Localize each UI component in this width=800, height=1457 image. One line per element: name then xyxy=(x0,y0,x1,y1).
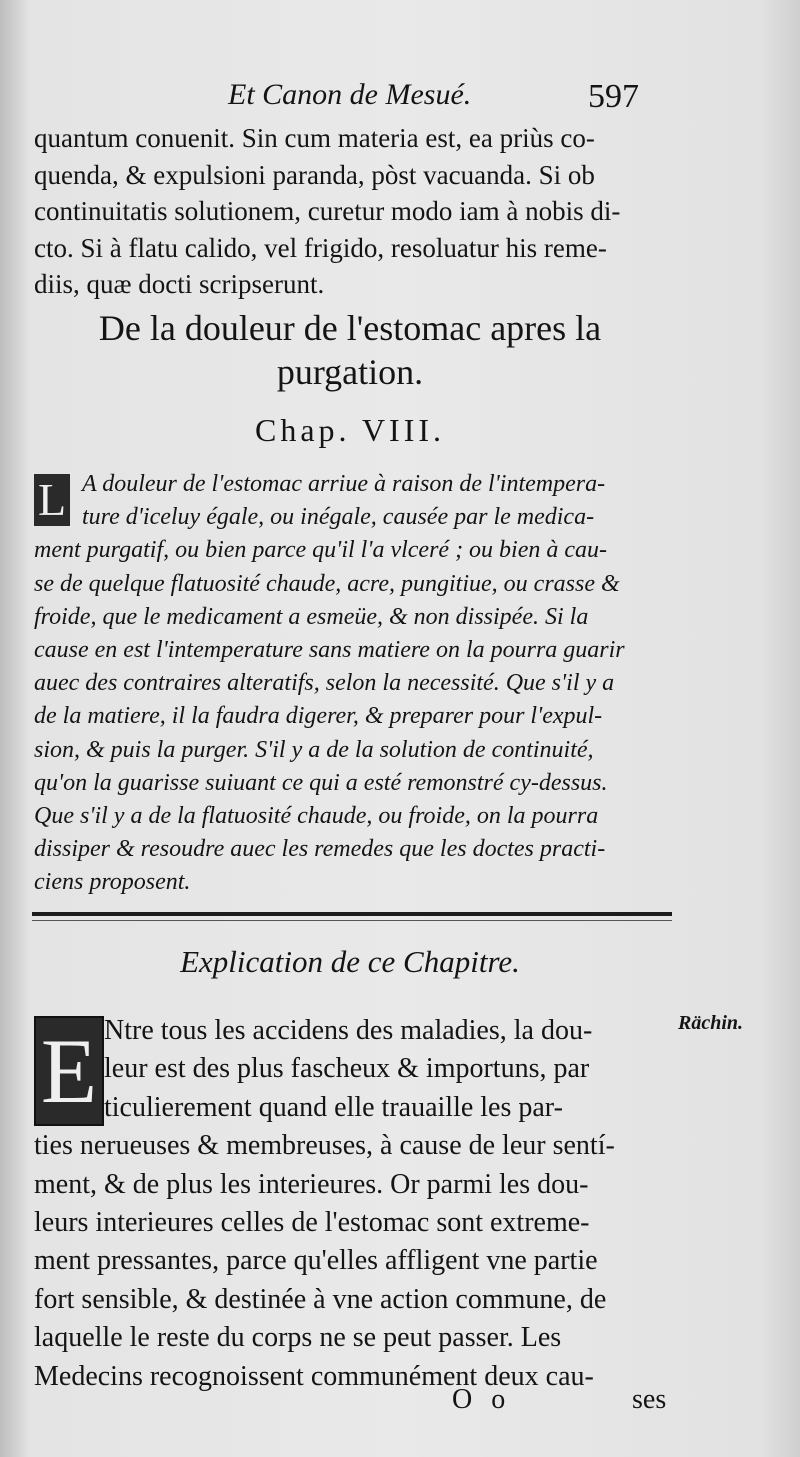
text-line: ment pressantes, parce qu'elles affligent vne partie xyxy=(34,1245,598,1277)
text-line: auec des contraires alteratifs, selon la necessité. Que s'il y a xyxy=(34,670,615,697)
ornamental-rule xyxy=(32,912,672,916)
ornamental-rule-thin xyxy=(32,920,672,921)
text-line: ment purgatif, ou bien parce qu'il l'a vlceré ; ou bien à cau- xyxy=(34,537,608,564)
text-line: ticulierement quand elle trauaille les par- xyxy=(104,1091,563,1123)
text-line: diis, quæ docti scripserunt. xyxy=(34,269,325,299)
explanation-title: Explication de ce Chapitre. xyxy=(180,944,520,979)
text-line: ture d'iceluy égale, ou inégale, causée par le medica- xyxy=(82,504,595,531)
text-line: continuitatis solutionem, curetur modo iam à nobis di- xyxy=(34,196,621,226)
signature-mark: O o xyxy=(452,1384,512,1415)
catchword: ses xyxy=(632,1384,667,1415)
text-line: fort sensible, & destinée à vne action commune, de xyxy=(34,1283,607,1315)
ornamental-initial-e: E xyxy=(34,1016,104,1126)
text-line: de la matiere, il la faudra digerer, & preparer pour l'expul- xyxy=(34,703,603,730)
text-line: sion, & puis la purger. S'il y a de la solution de continuité, xyxy=(34,736,594,763)
text-line: leur est des plus fascheux & importuns, par xyxy=(104,1053,590,1085)
ornamental-initial-l: L xyxy=(34,474,70,526)
text-line: laquelle le reste du corps ne se peut passer. Les xyxy=(34,1322,562,1354)
explanation-paragraph xyxy=(34,1012,670,1396)
text-line: ties nerueuses & membreuses, à cause de leur sentí- xyxy=(34,1130,615,1162)
text-line: A douleur de l'estomac arriue à raison de l'intempera- xyxy=(82,471,606,497)
text-line: dissiper & resoudre auec les remedes que les doctes practi- xyxy=(34,836,606,863)
latin-paragraph xyxy=(34,120,670,303)
text-line: Medecins recognoissent communément deux cau- xyxy=(34,1360,594,1392)
text-line: qu'on la guarisse suiuant ce qui a esté remonstré cy-dessus. xyxy=(34,769,608,796)
french-paragraph xyxy=(34,468,670,900)
text-line: ment, & de plus les interieures. Or parmi les dou- xyxy=(34,1168,589,1200)
section-title-line-1: De la douleur de l'estomac apres la xyxy=(98,308,602,348)
text-line: ciens proposent. xyxy=(34,869,191,896)
text-line: quantum conuenit. Sin cum materia est, ea priùs co- xyxy=(34,123,595,153)
text-line: leurs interieures celles de l'estomac sont extreme- xyxy=(34,1207,590,1239)
section-title-line-2: purgation. xyxy=(276,352,424,392)
text-line: Que s'il y a de la flatuosité chaude, ou froide, on la pourra xyxy=(34,803,599,830)
page-number: 597 xyxy=(588,78,639,115)
text-line: cause en est l'intemperature sans matiere on la pourra guarir xyxy=(34,637,625,664)
running-head: Et Canon de Mesué. xyxy=(228,78,472,111)
chapter-heading: Chap. VIII. xyxy=(254,412,446,448)
text-line: froide, que le medicament a esmeüe, & non dissipée. Si la xyxy=(34,603,589,630)
text-line: quenda, & expulsioni paranda, pòst vacuanda. Si ob xyxy=(34,159,595,190)
text-line: se de quelque flatuosité chaude, acre, pungitiue, ou crasse & xyxy=(34,570,620,597)
text-line: Ntre tous les accidens des maladies, la dou- xyxy=(104,1015,593,1046)
margin-note: Rächin. xyxy=(678,1012,744,1034)
page-header xyxy=(0,78,800,124)
text-line: cto. Si à flatu calido, vel frigido, resoluatur his reme- xyxy=(34,232,607,263)
